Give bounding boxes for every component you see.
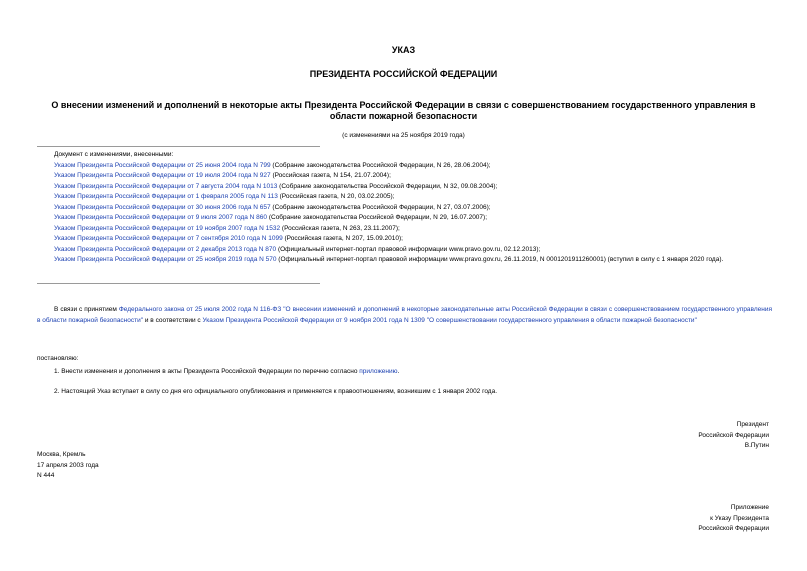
change-item <box>54 182 772 193</box>
decree-1309-link[interactable]: Указом Президента Российской Федерации от 9 ноября 2001 года N 1309 "О совершенствовании государственного управления в области пожарной безопасности" <box>202 316 697 324</box>
decree-item-2: 2. Настоящий Указ вступает в силу со дня его официального опубликования и применяется к правоотношениям, возникшим с 1 января 2002 года. <box>54 388 498 395</box>
change-item <box>54 203 772 214</box>
decree-item-1 <box>54 367 399 378</box>
change-tail: (Собрание законодательства Российской Федерации, N 26, 28.06.2004); <box>270 161 491 169</box>
change-link[interactable]: Указом Президента Российской Федерации от 25 июня 2004 года N 799 <box>54 161 271 169</box>
preamble-paragraph <box>37 305 772 326</box>
change-tail: (Собрание законодательства Российской Федерации, N 32, 09.08.2004); <box>277 182 498 190</box>
change-item <box>54 234 772 245</box>
appendix-link[interactable]: приложению <box>359 368 398 375</box>
change-tail: (Российская газета, N 20, 03.02.2005); <box>277 193 395 200</box>
change-link[interactable]: Указом Президента Российской Федерации от 1 февраля 2005 года N 113 <box>54 193 278 200</box>
item1-end: . <box>397 368 400 375</box>
change-tail: (Собрание законодательства Российской Федерации, N 29, 16.07.2007); <box>267 214 488 221</box>
change-item <box>37 255 772 266</box>
change-link[interactable]: Указом Президента Российской Федерации от 30 июня 2006 года N 657 <box>54 203 271 211</box>
change-item <box>54 192 772 203</box>
divider-top <box>37 146 320 147</box>
date-text: 17 апреля 2003 года <box>37 461 99 469</box>
place-text: Москва, Кремль <box>37 451 86 458</box>
doc-title: УКАЗ <box>391 45 416 55</box>
change-link[interactable]: Указом Президента Российской Федерации от 25 ноября 2019 года N 570 <box>54 256 277 263</box>
change-item <box>54 161 772 172</box>
number-text: N 444 <box>37 472 55 479</box>
change-link[interactable]: Указом Президента Российской Федерации от 19 ноября 2007 года N 1532 <box>54 224 281 232</box>
changes-list <box>54 150 772 266</box>
revision-note: (с изменениями на 25 ноября 2019 года) <box>342 132 465 139</box>
change-tail: (Собрание законодательства Российской Федерации, N 27, 03.07.2006); <box>270 203 491 211</box>
change-item <box>54 245 772 256</box>
doc-subtitle: ПРЕЗИДЕНТА РОССИЙСКОЙ ФЕДЕРАЦИИ <box>309 69 498 79</box>
appendix-title: Приложение <box>730 504 769 511</box>
signature-org: Российской Федерации <box>698 431 769 439</box>
change-tail: (Официальный интернет-портал правовой информации www.pravo.gov.ru, 26.11.2019, N 0001201911260001) (вступил в силу с 1 января 2020 года). <box>276 256 724 263</box>
federal-law-link[interactable]: Федерального закона от 25 июля 2002 года N 116-ФЗ "О внесении изменений и дополнений в некоторые законодательные акты Российской Федерации в связи с совершенствованием государственного управления в области пожарной безопасности" <box>37 306 772 324</box>
change-link[interactable]: Указом Президента Российской Федерации от 2 декабря 2013 года N 870 <box>54 245 277 253</box>
change-tail: (Официальный интернет-портал правовой информации www.pravo.gov.ru, 02.12.2013); <box>276 245 541 253</box>
doc-heading-line1: О внесении изменений и дополнений в некоторые акты Президента Российской Федерации в связи с совершенствованием государственного управления в <box>51 100 756 110</box>
change-item <box>54 213 772 224</box>
doc-heading-line2: области пожарной безопасности <box>329 111 478 121</box>
change-item <box>54 171 772 182</box>
preamble-text-2: и в соответствии с <box>143 316 203 324</box>
place-date-block <box>37 450 99 482</box>
appendix-ref: к Указу Президента <box>710 514 769 522</box>
appendix-block <box>698 503 769 535</box>
change-tail: (Российская газета, N 263, 23.11.2007); <box>280 224 400 232</box>
change-link[interactable]: Указом Президента Российской Федерации от 7 сентября 2010 года N 1099 <box>54 235 283 242</box>
signature-name: В.Путин <box>744 442 769 449</box>
item1-text: 1. Внести изменения и дополнения в акты Президента Российской Федерации по перечню согласно <box>54 368 360 375</box>
postanovlyayu-text: постановляю: <box>37 355 79 362</box>
signature-block <box>698 420 769 452</box>
preamble-text-1: В связи с принятием <box>54 306 119 313</box>
signature-title: Президент <box>736 421 769 428</box>
divider-bottom <box>37 283 320 284</box>
changes-intro: Документ с изменениями, внесенными: <box>54 151 174 158</box>
change-item <box>54 224 772 235</box>
change-link[interactable]: Указом Президента Российской Федерации от 7 августа 2004 года N 1013 <box>54 182 278 190</box>
change-link[interactable]: Указом Президента Российской Федерации от 19 июля 2004 года N 927 <box>54 172 271 179</box>
change-tail: (Российская газета, N 207, 15.09.2010); <box>282 235 403 242</box>
appendix-org: Российской Федерации <box>698 525 769 532</box>
change-link[interactable]: Указом Президента Российской Федерации от 9 июля 2007 года N 860 <box>54 214 268 221</box>
change-tail: (Российская газета, N 154, 21.07.2004); <box>270 172 391 179</box>
